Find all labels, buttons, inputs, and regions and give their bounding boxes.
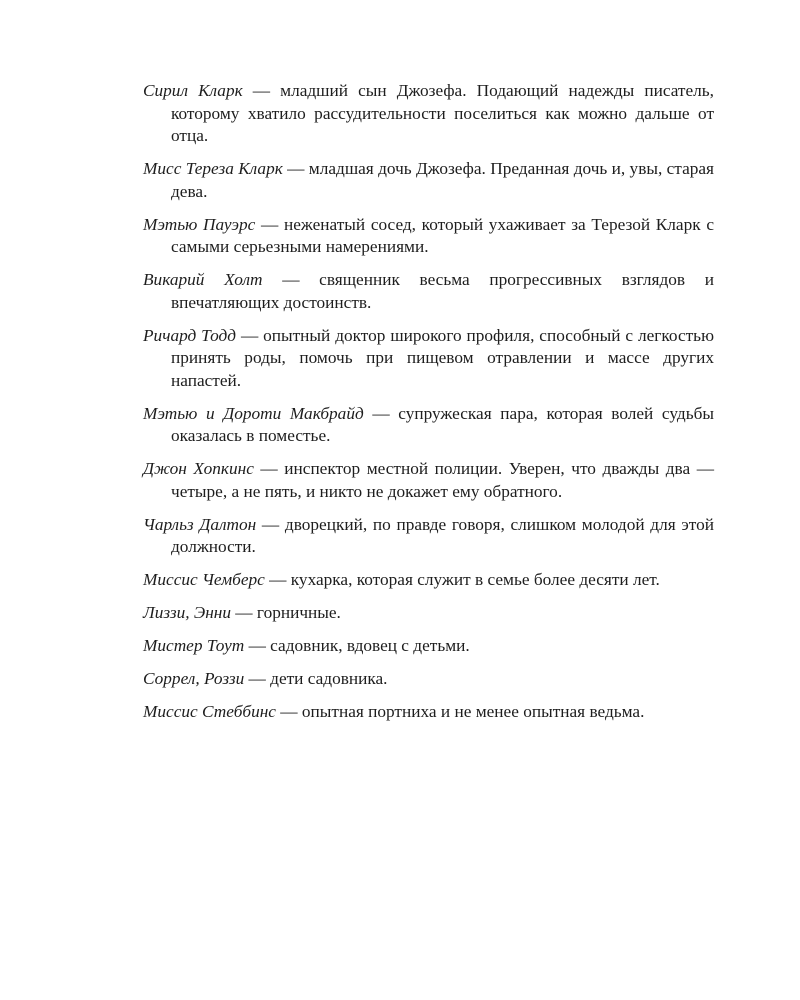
character-description: — инспектор местной полиции. Уверен, что дважды два — четыре, а не пять, и никто не докажет ему обратного.	[171, 459, 714, 501]
character-description: — дворецкий, по правде говоря, слишком молодой для этой должности.	[171, 514, 714, 556]
character-description: — священник весьма прогрессивных взглядов и впечатляющих достоинств.	[171, 270, 714, 312]
character-description: — неженатый сосед, который ухаживает за Терезой Кларк с самыми серьезными намерениями.	[171, 214, 714, 256]
character-entry-maids	[143, 602, 714, 625]
character-entry-gardener-children	[143, 668, 714, 691]
character-entry-cyril-clark	[143, 80, 714, 148]
character-entry-mr-tout	[143, 635, 714, 658]
character-name: Мистер Тоут	[143, 636, 245, 655]
character-description: — опытный доктор широкого профиля, способный с легкостью принять роды, помочь при пищевом отравлении и массе других напастей.	[171, 325, 714, 390]
character-description: — супружеская пара, которая волей судьбы оказалась в поместье.	[171, 403, 714, 445]
character-entry-john-hopkins	[143, 458, 714, 503]
character-description: — кухарка, которая служит в семье более десяти лет.	[264, 570, 660, 589]
character-name: Чарльз Далтон	[143, 514, 257, 534]
character-entry-mrs-chambers	[143, 569, 714, 592]
character-entry-richard-todd	[143, 325, 714, 393]
character-entry-vicar-holt	[143, 269, 714, 314]
character-entry-mrs-stebbins	[143, 701, 714, 724]
character-name: Сирил Кларк	[143, 81, 243, 100]
character-name: Мэтью Пауэрс	[143, 214, 256, 234]
character-description: — горничные.	[230, 603, 341, 622]
character-name: Джон Хопкинс	[143, 459, 254, 478]
character-name: Лиззи, Энни	[143, 603, 231, 622]
character-name: Мэтью и Дороти Макбрайд	[143, 403, 364, 423]
character-name: Миссис Стеббинс	[143, 702, 276, 721]
character-list	[143, 80, 714, 734]
character-name: Мисс Тереза Кларк	[143, 159, 283, 178]
character-name: Соррел, Роззи	[143, 669, 245, 688]
character-entry-charles-dalton	[143, 514, 714, 559]
character-entry-mcbride-couple	[143, 403, 714, 448]
character-name: Ричард Тодд	[143, 325, 237, 345]
character-description: — младший сын Джозефа. Подающий надежды писатель, которому хватило рассудительности поселиться как можно дальше от отца.	[171, 81, 714, 145]
character-description: — садовник, вдовец с детьми.	[244, 636, 470, 655]
character-name: Викарий Холт	[143, 270, 263, 289]
character-description: — дети садовника.	[244, 669, 388, 688]
character-name: Миссис Чемберс	[143, 570, 265, 589]
character-entry-matthew-powers	[143, 214, 714, 259]
character-description: — опытная портниха и не менее опытная ведьма.	[275, 702, 645, 721]
character-entry-teresa-clark	[143, 158, 714, 203]
character-description: — младшая дочь Джозефа. Преданная дочь и, увы, старая дева.	[171, 159, 714, 201]
